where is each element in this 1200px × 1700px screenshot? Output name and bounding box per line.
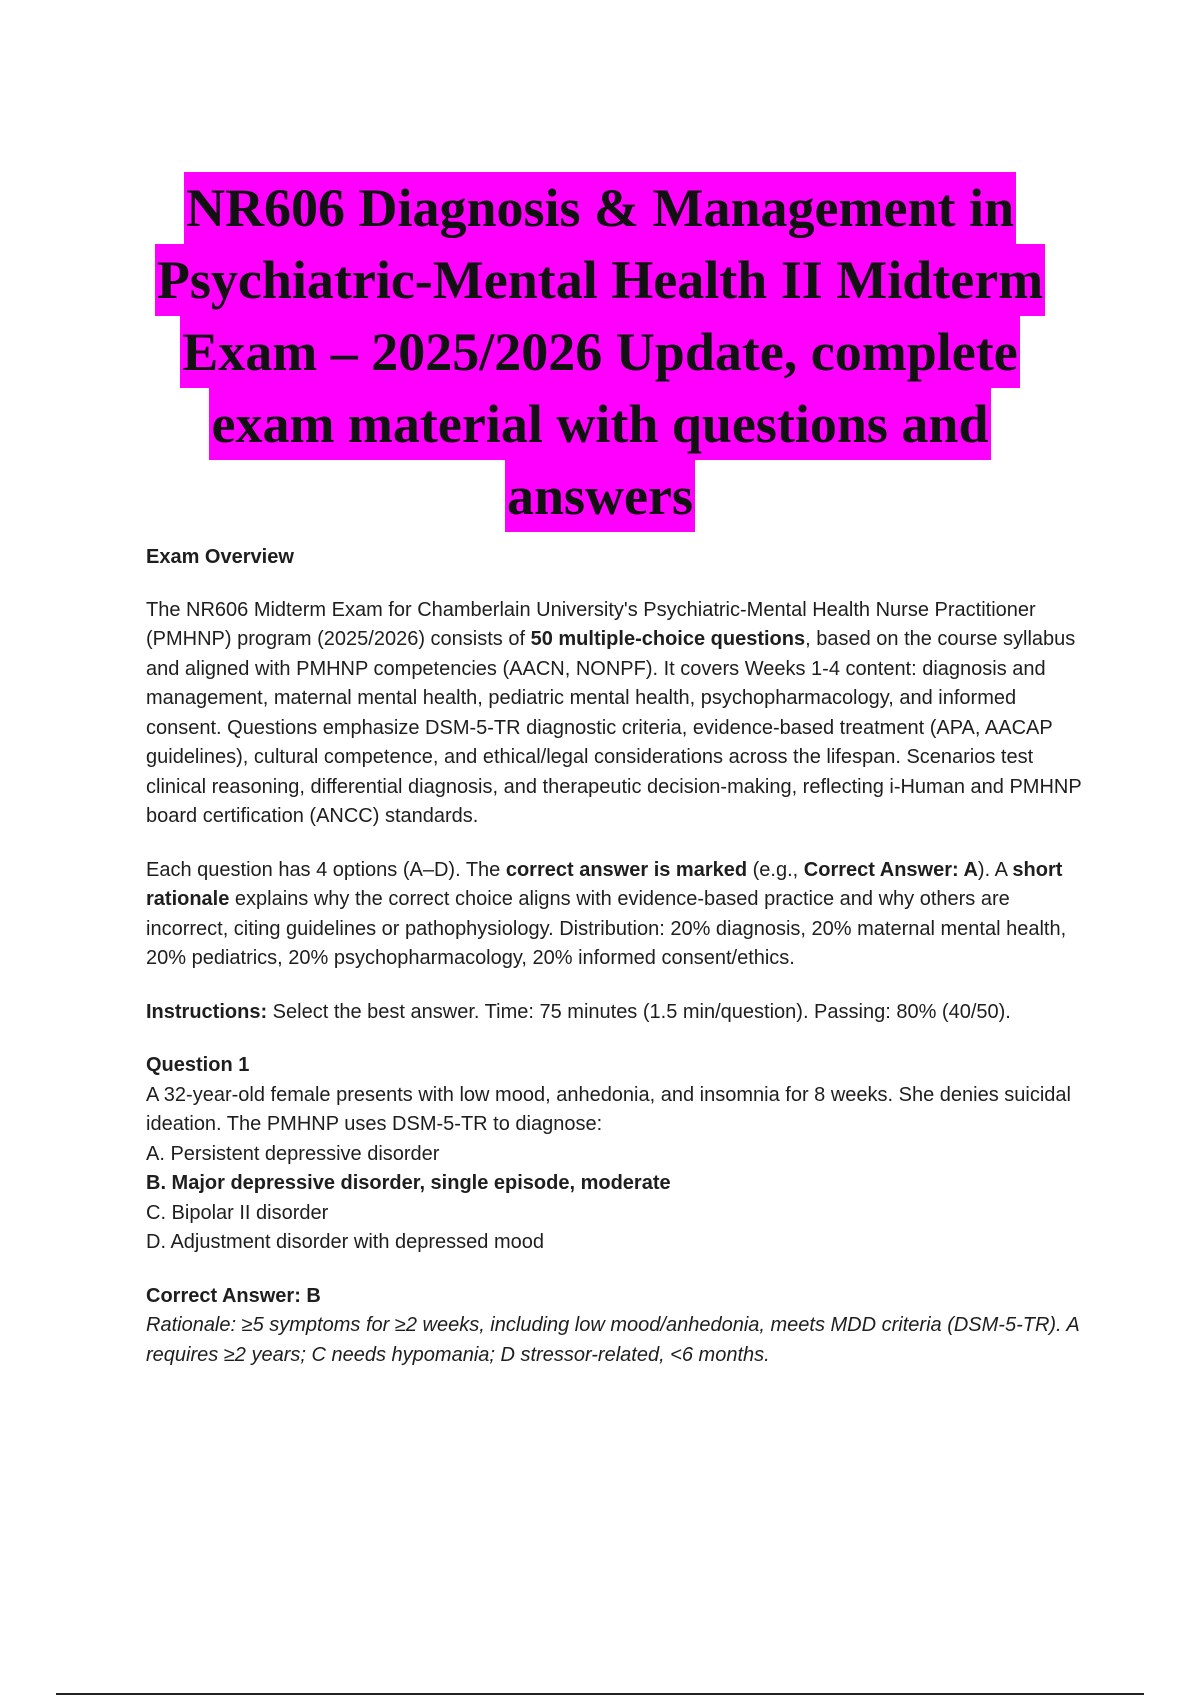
option-b-letter: B. xyxy=(146,1172,166,1194)
page-bottom-divider xyxy=(56,1693,1144,1695)
exam-overview-heading: Exam Overview xyxy=(146,546,294,568)
format-paragraph xyxy=(146,856,1096,974)
question-1-heading: Question 1 xyxy=(146,1054,250,1076)
overview-text-1: The NR606 Midterm Exam for Chamberlain University's Psychiatric-Mental Health Nurse Practitioner (PMHNP) program (2025/2026) consists of xyxy=(146,598,1036,650)
question-1-option-c: C. Bipolar II disorder xyxy=(146,1201,329,1224)
question-1-option-d: D. Adjustment disorder with depressed mood xyxy=(146,1231,544,1253)
document-title xyxy=(100,172,1100,532)
question-1-stem: A 32-year-old female presents with low mood, anhedonia, and insomnia for 8 weeks. She denies suicidal ideation. The PMHNP uses DSM-5-TR to diagnose: xyxy=(146,1083,1071,1135)
question-1-correct-answer: Correct Answer: B xyxy=(146,1284,321,1307)
instructions-text: Select the best answer. Time: 75 minutes (1.5 min/question). Passing: 80% (40/50). xyxy=(267,1000,1011,1023)
title-line-1: NR606 Diagnosis & Management in xyxy=(184,172,1016,244)
question-1-option-b xyxy=(146,1169,1096,1199)
format-text-4: explains why the correct choice aligns with evidence-based practice and why others are incorrect, citing guidelines or pathophysiology. Distribution: 20% diagnosis, 20% maternal mental health, 20% pediatrics, 20% psychopharmacology, 20% informed consent/ethics. xyxy=(146,888,1067,969)
title-line-2: Psychiatric-Mental Health II Midterm xyxy=(155,244,1045,316)
instructions-label: Instructions: xyxy=(146,1000,268,1023)
question-1-option-a: A. Persistent depressive disorder xyxy=(146,1142,440,1165)
instructions-paragraph xyxy=(146,998,1096,1028)
question-count-emphasis: 50 multiple-choice questions xyxy=(530,628,806,650)
format-text-3: ). A xyxy=(977,858,1013,881)
short-rationale-emphasis: short rationale xyxy=(146,858,1063,910)
title-line-3: Exam – 2025/2026 Update, complete xyxy=(180,316,1019,388)
question-1-rationale: Rationale: ≥5 symptoms for ≥2 weeks, including low mood/anhedonia, meets MDD criteria (DSM-5-TR). A requires ≥2 years; C needs hypomania; D stressor-related, <6 months. xyxy=(146,1314,1080,1366)
overview-paragraph xyxy=(146,596,1096,832)
title-line-5: answers xyxy=(505,460,695,532)
document-body xyxy=(146,543,1096,1370)
format-text-2: (e.g., xyxy=(747,858,804,881)
format-text-1: Each question has 4 options (A–D). The xyxy=(146,858,506,881)
overview-text-2: , based on the course syllabus and aligned with PMHNP competencies (AACN, NONPF). It covers Weeks 1-4 content: diagnosis and management, maternal mental health, pediatric mental health, psychopharmacology, and informed consent. Questions emphasize DSM-5-TR diagnostic criteria, evidence-based treatment (APA, AACAP guidelines), cultural competence, and ethical/legal considerations across the lifespan. Scenarios test clinical reasoning, differential diagnosis, and therapeutic decision-making, reflecting i-Human and PMHNP board certification (ANCC) standards. xyxy=(146,628,1082,827)
correct-answer-example: Correct Answer: A xyxy=(803,858,978,881)
option-b-text: Major depressive disorder, single episode, moderate xyxy=(166,1172,671,1194)
correct-answer-marked-emphasis: correct answer is marked xyxy=(505,858,748,881)
title-line-4: exam material with questions and xyxy=(209,388,990,460)
